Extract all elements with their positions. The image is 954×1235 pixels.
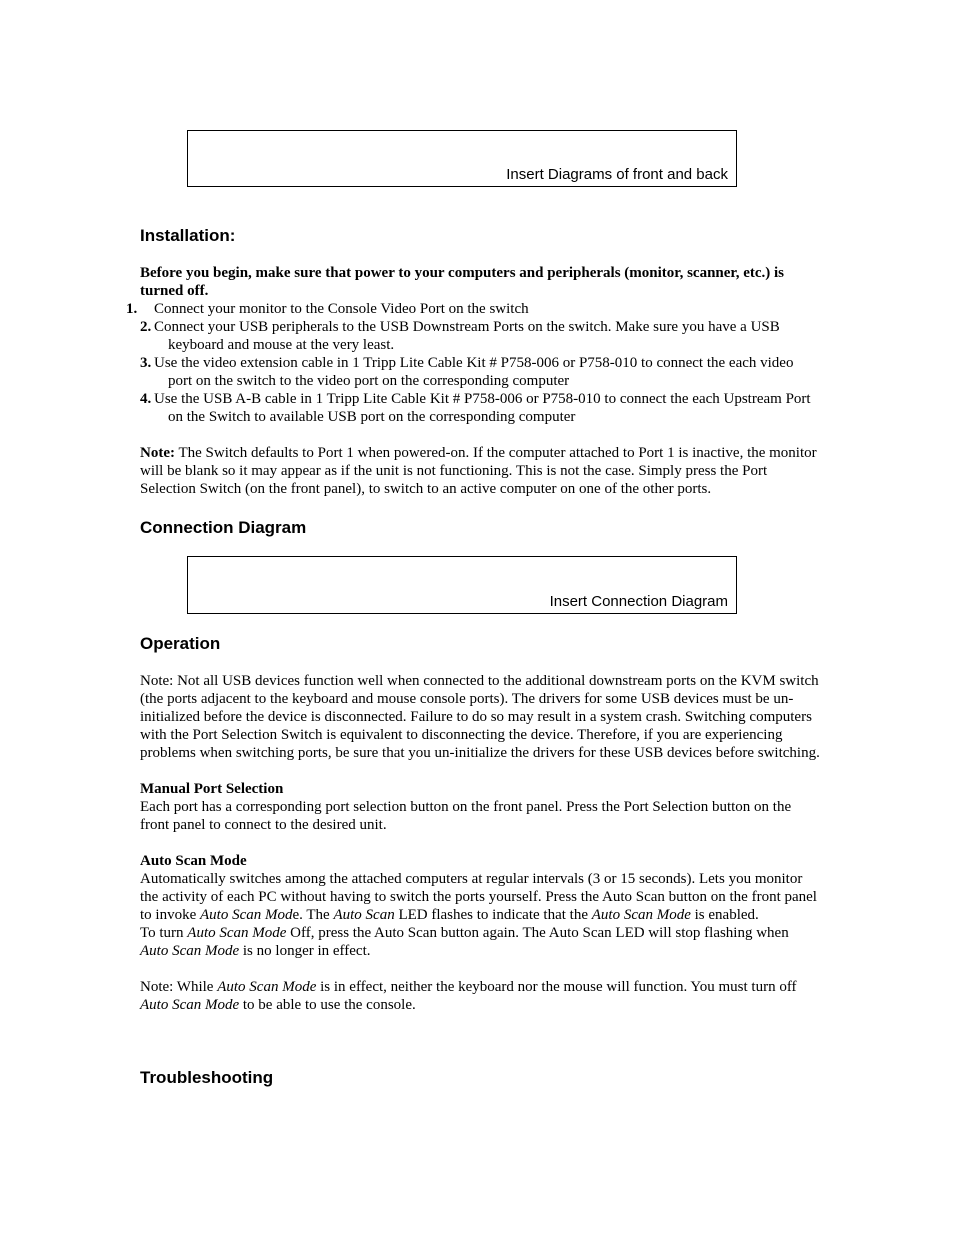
operation-heading: Operation — [140, 634, 221, 653]
step-4 — [140, 390, 820, 426]
installation-section — [126, 264, 820, 498]
auto-scan-mode-title: Auto Scan Mode — [140, 853, 247, 869]
step-number: 2. — [140, 319, 152, 335]
step-number: 3. — [140, 355, 152, 371]
note-text: The Switch defaults to Port 1 when powered-on. If the computer attached to Port 1 is inactive, the monitor will be blank so it may appear as if the unit is not functioning. This is not the case. Simply press the Port Selection Switch (on the front panel), to switch to an active computer on one of the other ports. — [140, 445, 817, 497]
troubleshooting-heading: Troubleshooting — [140, 1068, 274, 1087]
power-warning: Before you begin, make sure that power to your computers and peripherals (monitor, scanner, etc.) is turned off. — [140, 265, 785, 299]
step-text: Use the video extension cable in 1 Tripp Lite Cable Kit # P758-006 or P758-010 to connect the each video port on the switch to the video port on the corresponding computer — [154, 355, 794, 389]
diagram-placeholder-label: Insert Diagrams of front and back — [506, 166, 728, 183]
installation-heading: Installation: — [140, 226, 236, 245]
step-text: Connect your USB peripherals to the USB Downstream Ports on the switch. Make sure you have a USB keyboard and mouse at the very least. — [154, 319, 780, 353]
auto-scan-note: Note: While Auto Scan Mode is in effect, neither the keyboard nor the mouse will function. You must turn off Auto Scan Mode to be able to use the console. — [140, 979, 797, 1013]
connection-diagram-heading: Connection Diagram — [140, 518, 307, 537]
manual-port-selection-text: Each port has a corresponding port selection button on the front panel. Press the Port Selection button on the front panel to connect to the desired unit. — [140, 799, 792, 833]
front-back-diagram-placeholder — [187, 130, 737, 187]
step-2 — [140, 318, 820, 354]
connection-diagram-placeholder — [187, 556, 737, 614]
manual-port-selection-title: Manual Port Selection — [140, 781, 284, 797]
installation-note — [140, 444, 820, 498]
auto-scan-paragraph-2: To turn Auto Scan Mode Off, press the Auto Scan button again. The Auto Scan LED will stop flashing when Auto Scan Mode is no longer in effect. — [140, 925, 789, 959]
step-text: Use the USB A-B cable in 1 Tripp Lite Cable Kit # P758-006 or P758-010 to connect the each Upstream Port on the Switch to available USB port on the corresponding computer — [154, 391, 811, 425]
diagram-placeholder-label: Insert Connection Diagram — [549, 593, 728, 610]
usb-note: Note: Not all USB devices function well when connected to the additional downstream ports on the KVM switch (the ports adjacent to the keyboard and mouse console ports). The drivers for some USB devices must be un-initialized before the device is disconnected. Failure to do so may result in a system crash. Switching computers with the Port Selection Switch is equivalent to disconnecting the device. Therefore, if you are experiencing problems when switching ports, be sure that you un-initialize the drivers for these USB devices before switching. — [140, 673, 820, 761]
step-text: Connect your monitor to the Console Video Port on the switch — [154, 301, 529, 317]
operation-section — [140, 672, 820, 1014]
step-number: 4. — [140, 391, 152, 407]
step-3 — [140, 354, 820, 390]
step-1: 1. Connect your monitor to the Console Video Port on the switch — [126, 301, 529, 317]
note-label: Note: — [140, 445, 175, 461]
auto-scan-paragraph-1: Automatically switches among the attached computers at regular intervals (3 or 15 seconds). Lets you monitor the activity of each PC without having to switch the ports yourself. Press the Auto Scan button on the front panel to invoke Auto Scan Mode. The Auto Scan LED flashes to indicate that the Auto Scan Mode is enabled. — [140, 871, 817, 923]
